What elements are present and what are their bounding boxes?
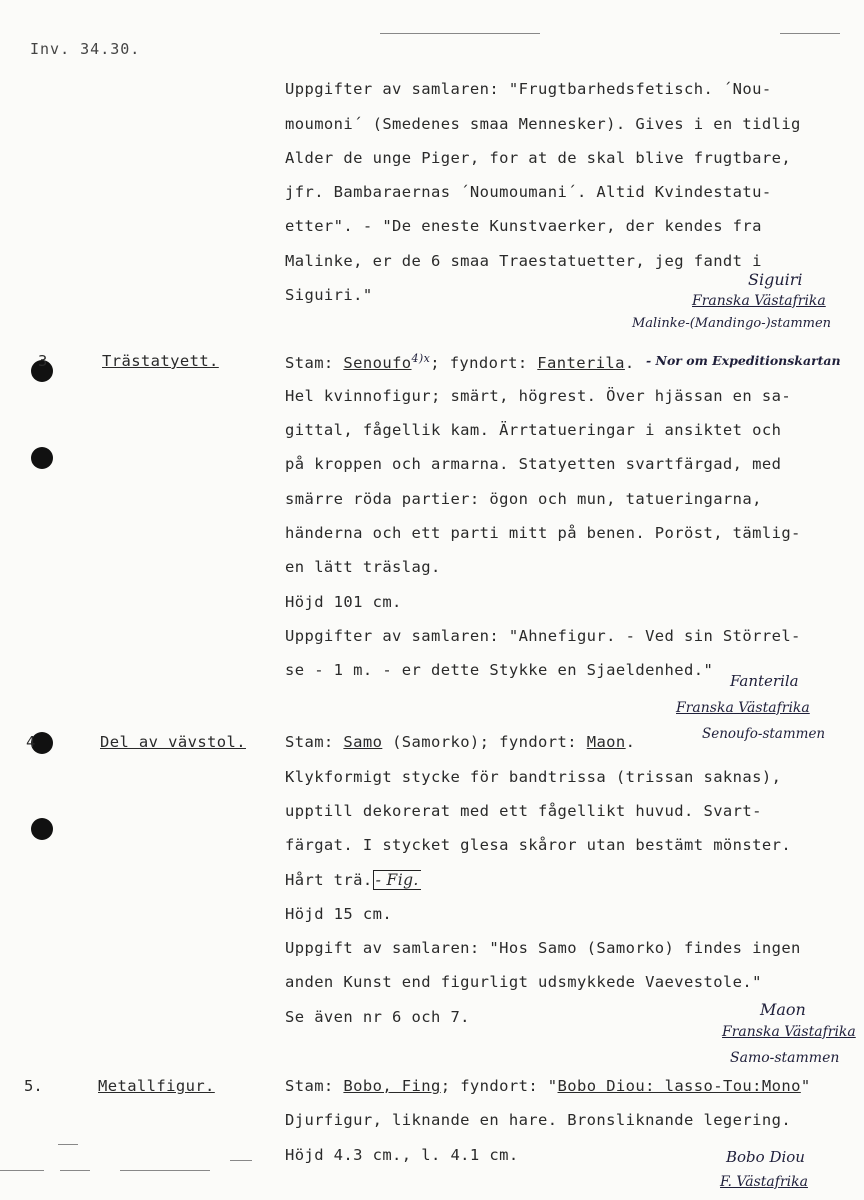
handwritten-annotation: Franska Västafrika xyxy=(722,1024,856,1040)
text-line: Höjd 101 cm. xyxy=(285,593,402,611)
fyndort-label: ; fyndort: xyxy=(430,354,538,373)
stam-value: Bobo, Fing xyxy=(343,1077,441,1095)
faint-mark xyxy=(60,1170,90,1171)
text-line: Uppgifter av samlaren: "Ahnefigur. - Ved sin Störrel- xyxy=(285,627,801,645)
entry-heading: Trästatyett. xyxy=(102,352,219,370)
stam-line xyxy=(285,733,635,751)
text-line: Uppgift av samlaren: "Hos Samo (Samorko) findes ingen xyxy=(285,939,801,957)
entry-number: 3 xyxy=(38,352,48,370)
entry-heading: Del av vävstol. xyxy=(100,733,246,751)
faint-mark xyxy=(230,1160,252,1161)
handwritten-annotation: Franska Västafrika xyxy=(692,293,826,309)
handwritten-annotation: Fanterila xyxy=(730,672,799,690)
top-rule xyxy=(780,33,840,34)
punch-hole xyxy=(31,818,53,840)
text-line: händerna och ett parti mitt på benen. Poröst, tämlig- xyxy=(285,524,801,542)
text-line: smärre röda partier: ögon och mun, tatueringarna, xyxy=(285,490,762,508)
fyndort-suffix: " xyxy=(800,1077,811,1095)
entry-number: 5. xyxy=(24,1077,43,1095)
text-line: gittal, fågellik kam. Ärrtatueringar i ansiktet och xyxy=(285,421,782,439)
handwritten-annotation: Franska Västafrika xyxy=(676,700,810,716)
fyndort-value: Fanterila xyxy=(537,354,625,373)
handwritten-annotation: Malinke-(Mandingo-)stammen xyxy=(632,316,832,331)
handwritten-margin-note: - Nor om Expeditionskartan xyxy=(646,353,841,368)
text-line: en lätt träslag. xyxy=(285,558,441,576)
fyndort-label: ; fyndort: " xyxy=(440,1077,558,1095)
text-line: Siguiri." xyxy=(285,286,373,304)
stam-value: Samo xyxy=(343,733,383,751)
text-line: se - 1 m. - er dette Stykke en Sjaeldenhed." xyxy=(285,661,714,679)
inventory-number: Inv. 34.30. xyxy=(30,40,141,58)
fyndort-suffix: . xyxy=(625,733,636,751)
text-line: jfr. Bambaraernas ´Noumoumani´. Altid Kvindestatu- xyxy=(285,183,772,201)
text-line: etter". - "De eneste Kunstvaerker, der kendes fra xyxy=(285,217,762,235)
stam-value: Senoufo xyxy=(343,354,412,373)
text-line: Malinke, er de 6 smaa Traestatuetter, jeg fandt i xyxy=(285,252,762,270)
text-line: Klykformigt stycke för bandtrissa (trissan saknas), xyxy=(285,768,782,786)
text-line: moumoni´ (Smedenes smaa Mennesker). Gives i en tidlig xyxy=(285,115,801,133)
top-rule xyxy=(380,33,540,34)
text-line: på kroppen och armarna. Statyetten svartfärgad, med xyxy=(285,455,782,473)
fyndort-suffix: . xyxy=(624,354,635,373)
stam-line xyxy=(285,352,635,372)
handwritten-annotation: Maon xyxy=(760,1000,806,1019)
entry-heading: Metallfigur. xyxy=(98,1077,215,1095)
text-line: Höjd 4.3 cm., l. 4.1 cm. xyxy=(285,1146,519,1164)
stam-label: Stam: xyxy=(285,733,344,751)
text-line: Höjd 15 cm. xyxy=(285,905,393,923)
text-line: anden Kunst end figurligt udsmykkede Vaevestole." xyxy=(285,973,762,991)
entry-number: 4 xyxy=(26,733,36,751)
handwritten-annotation: Bobo Diou xyxy=(726,1148,805,1166)
stam-label: Stam: xyxy=(285,354,344,373)
text-line: upptill dekorerat med ett fågellikt huvud. Svart- xyxy=(285,802,762,820)
faint-mark xyxy=(58,1144,78,1145)
faint-mark xyxy=(0,1170,44,1171)
text-line: färgat. I stycket glesa skåror utan bestämt mönster. xyxy=(285,836,792,854)
text-line: Uppgifter av samlaren: "Frugtbarhedsfetisch. ´Nou- xyxy=(285,80,772,98)
handwritten-annotation: Samo-stammen xyxy=(730,1050,840,1066)
handwritten-annotation: Senoufo-stammen xyxy=(702,726,826,742)
punch-hole xyxy=(31,447,53,469)
handwritten-superscript: 4)x xyxy=(411,352,431,365)
text-line: Se även nr 6 och 7. xyxy=(285,1008,470,1026)
text-line: Djurfigur, liknande en hare. Bronsliknande legering. xyxy=(285,1111,792,1129)
text-line: Hel kvinnofigur; smärt, högrest. Över hjässan en sa- xyxy=(285,387,792,405)
handwritten-fig-note: - Fig. xyxy=(373,870,421,890)
faint-mark xyxy=(120,1170,210,1171)
wood-line xyxy=(285,870,421,890)
stam-label: Stam: xyxy=(285,1077,344,1095)
fyndort-value: Bobo Diou: lasso-Tou:Mono xyxy=(557,1077,801,1095)
stam-line xyxy=(285,1077,811,1095)
handwritten-annotation: F. Västafrika xyxy=(720,1174,808,1190)
fyndort-value: Maon xyxy=(586,733,626,751)
handwritten-annotation: Siguiri xyxy=(748,270,803,289)
stam-rest: (Samorko); fyndort: xyxy=(382,733,587,751)
text-line: Alder de unge Piger, for at de skal blive frugtbare, xyxy=(285,149,792,167)
wood-text: Hårt trä. xyxy=(285,871,373,889)
